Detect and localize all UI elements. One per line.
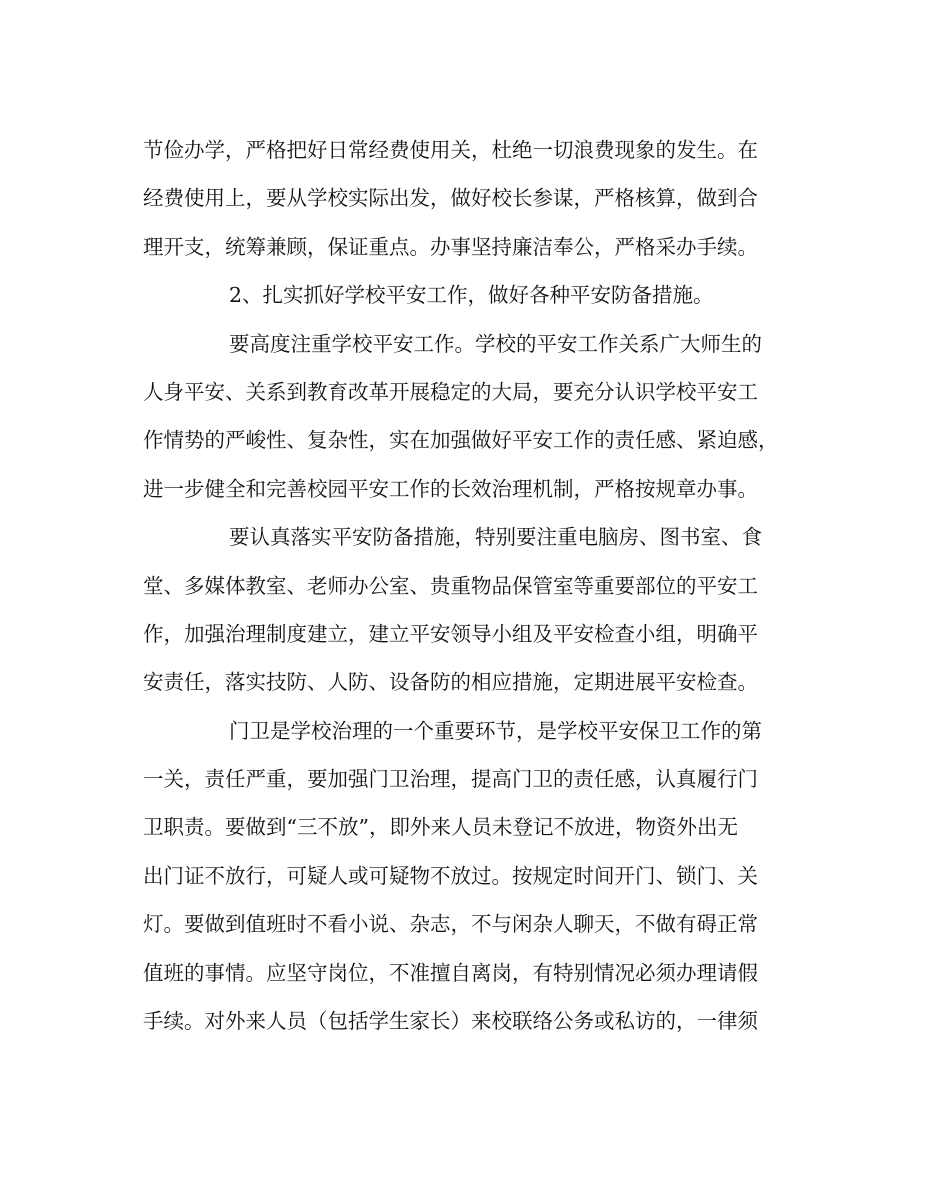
text-line: 手续。对外来人员（包括学生家长）来校联络公务或私访的，一律须: [143, 1009, 758, 1034]
text-line: 理开支，统筹兼顾，保证重点。办事坚持廉洁奉公，严格采办手续。: [143, 234, 758, 259]
text-line: 出门证不放行，可疑人或可疑物不放过。按规定时间开门、锁门、关: [143, 863, 758, 888]
section-heading: 2、扎实抓好学校平安工作，做好各种平安防备措施。: [229, 283, 714, 308]
text-line: 作情势的严峻性、复杂性，实在加强做好平安工作的责任感、紧迫感，: [143, 428, 779, 453]
text-line: 节俭办学，严格把好日常经费使用关，杜绝一切浪费现象的发生。在: [143, 138, 758, 162]
text-line: 灯。要做到值班时不看小说、杂志，不与闲杂人聊天，不做有碍正常: [143, 912, 758, 937]
text-line: 值班的事情。应坚守岗位，不准擅自离岗，有特别情况必须办理请假: [143, 960, 758, 985]
text-line: 经费使用上，要从学校实际出发，做好校长参谋，严格核算，做到合: [143, 186, 758, 211]
text-line: 进一步健全和完善校园平安工作的长效治理机制，严格按规章办事。: [143, 476, 758, 501]
text-line: 安责任，落实技防、人防、设备防的相应措施，定期进展平安检查。: [143, 670, 758, 695]
paragraph-start: 要认真落实平安防备措施，特别要注重电脑房、图书室、食: [229, 525, 762, 550]
body-text: [143, 126, 813, 1045]
text-line: 堂、多媒体教室、老师办公室、贵重物品保管室等重要部位的平安工: [143, 573, 758, 598]
paragraph-start: 要高度注重学校平安工作。学校的平安工作关系广大师生的: [229, 331, 762, 356]
paragraph-start: 门卫是学校治理的一个重要环节，是学校平安保卫工作的第: [229, 718, 762, 743]
text-line: 一关，责任严重，要加强门卫治理，提高门卫的责任感，认真履行门: [143, 767, 758, 792]
text-line: 作，加强治理制度建立，建立平安领导小组及平安检查小组，明确平: [143, 621, 758, 646]
text-line: 人身平安、关系到教育改革开展稳定的大局，要充分认识学校平安工: [143, 379, 758, 404]
text-line: 卫职责。要做到“三不放”，即外来人员未登记不放进，物资外出无: [143, 815, 738, 840]
